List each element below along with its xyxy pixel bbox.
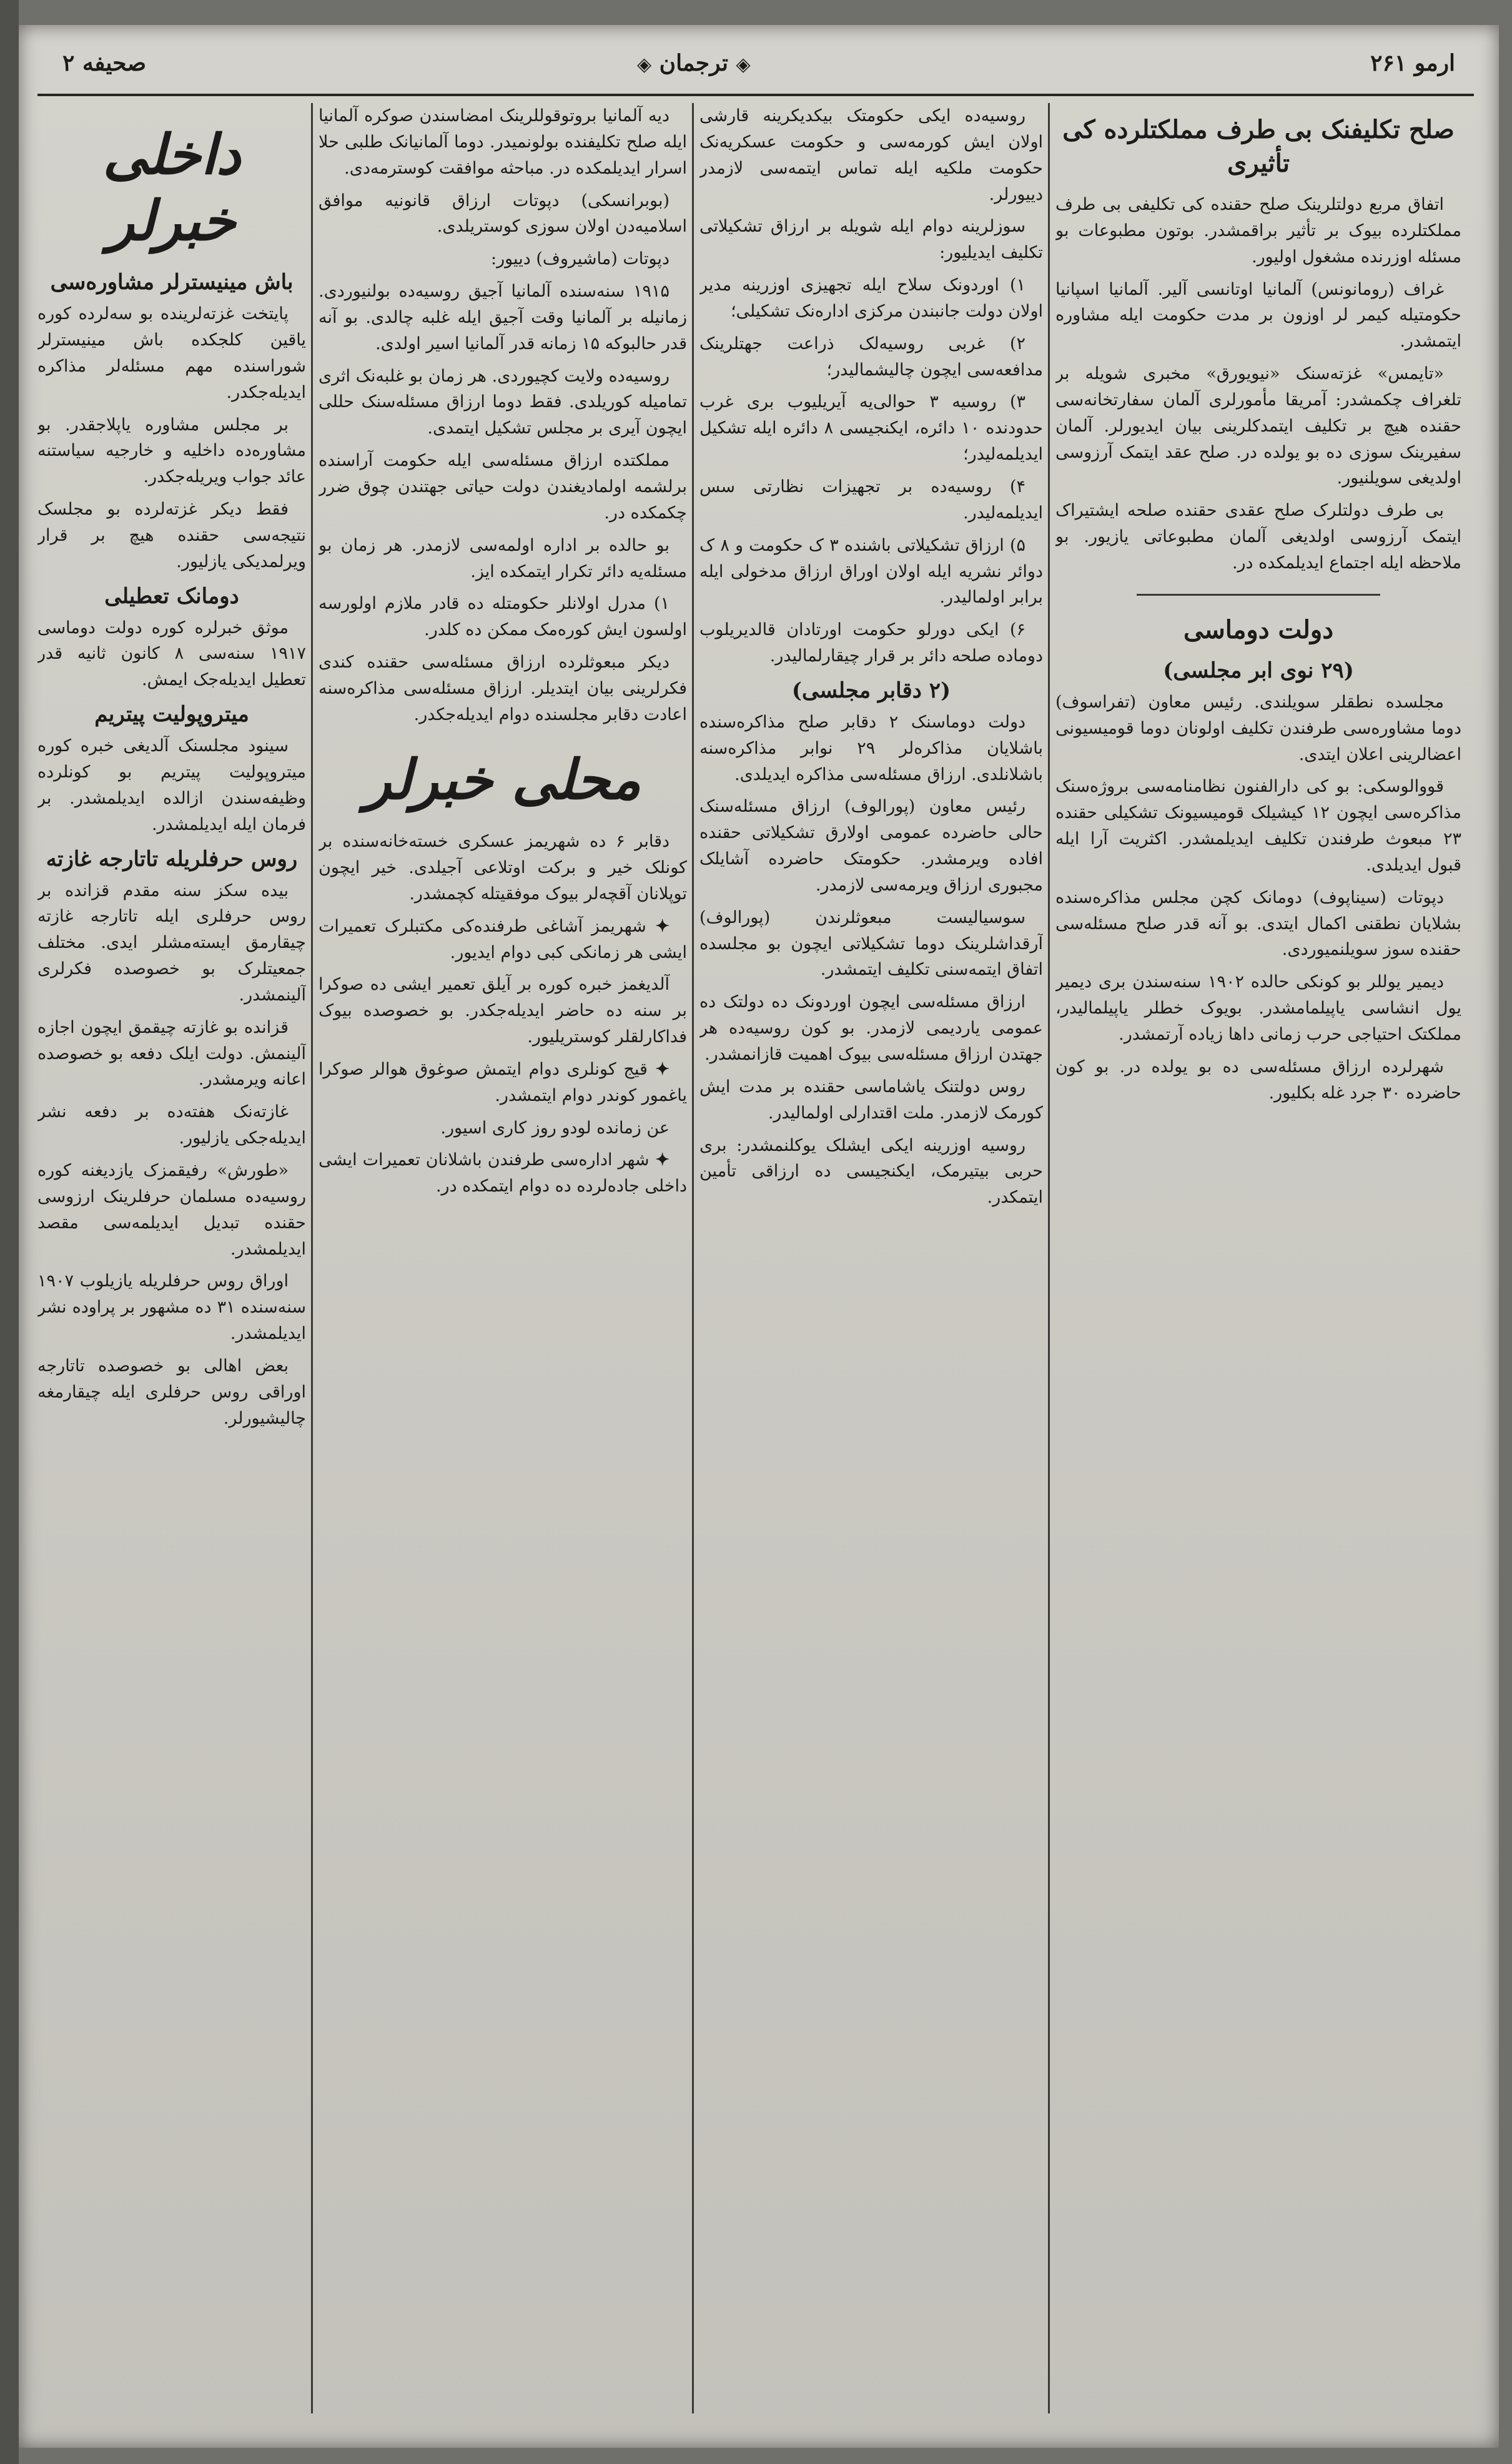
paragraph [319,914,687,966]
paper-name-text: ترجمان [659,50,728,76]
column-divider [311,103,313,2413]
paragraph: ارزاق مسئله‌سی ایچون اوردونک ده دولتک ده عمومی یاردیمی لازمدر. بو کون روسیه‌ده هر جهتدن ارزاق مسئله‌سی بیوک اهمیت قازانمشدر. [699,992,1043,1064]
paragraph: روس دولتنک یاشاماسی حقنده بر مدت ایش کورمک لازمدر. ملت اقتدارلی اولمالیدر. [699,1077,1043,1123]
column-divider [692,103,694,2413]
paragraph: بر مجلس مشاوره یاپلاجقدر. بو مشاوره‌ده داخلیه و خارجیه سیاستنه عائد جواب ویریله‌جکدر. [37,415,306,487]
paragraph: آلدیغمز خبره کوره بر آیلق تعمیر ایشی ده صوکرا بر سنه ده حاضر ایدیله‌جکدر. بو خصوصده بیوک فداکارلقلر کوستریلیور. [319,975,687,1047]
paragraph: دپوتات (سیناپوف) دومانک کچن مجلس مذاکره‌سنده بشلایان نطقنی اکمال ایتدی. بو آنه قدر صلح مسئله‌سی حقنده سوز سویلنمیوردی. [1055,887,1461,960]
column-1 [1055,103,1461,2413]
column-2 [699,103,1043,2413]
paragraph: دقابر ۶ ده شهریمز عسکری خسته‌خانه‌سنده بر کونلک خیر و برکت اوتلاعی آجیلدی. خیر ایچون توپلانان آقچه‌لر بیوک موفقیتله کچمشدر. [319,832,687,904]
column-4 [37,103,306,2413]
paragraph: ۲) غربی روسیه‌لک ذراعت جهتلرینک مدافعه‌سی ایچون چالیشمالیدر؛ [699,333,1043,380]
paragraph: غراف (رومانونس) آلمانیا اوتانسی آلیر. آلمانیا اسپانیا حکومتیله کیمر لر اوزون بر مدت حکومت ایله مشاوره ایتمشدر. [1055,279,1461,352]
paper-name [637,50,751,76]
paragraph: (بوبرانسکی) دپوتات ارزاق قانونیه موافق اسلامیه‌دن اولان سوزی کوستریلدی. [319,190,687,237]
paragraph: موثق خبرلره کوره دولت دوماسی ۱۹۱۷ سنه‌سی ۸ کانون ثانیه قدر تعطیل ایدیله‌جک ایمش. [37,618,306,690]
paragraph: سینود مجلسنک آلدیغی خبره کوره میتروپولیت پیتریم بو کونلرده وظیفه‌سندن ازالده ایدیلمشدر. بر فرمان ایله ایدیلمشدر. [37,736,306,834]
paragraph: اوراق روس حرفلریله یازیلوب ۱۹۰۷ سنه‌سنده ۳۱ ده مشهور بر پراوده نشر ایدیلمشدر. [37,1271,306,1344]
paragraph: دیمیر یوللر بو کونکی حالده ۱۹۰۲ سنه‌سندن بری دیمیر یول انشاسی یاپیلمامشدر. بویوک خطلر یاپیلمالیدر، مملکتک احتیاجی حرب زمانی داها زیاده آرتمشدر. [1055,972,1461,1044]
ornament-icon: ◈ [637,54,652,76]
paragraph: سوسیالیست مبعوثلرندن (پورالوف) آرقداشلرینک دوما تشکیلاتی ایچون بو مجلسده اتفاق ایتمه‌سنی تکلیف ایتمشدر. [699,907,1043,980]
bullet-icon: ✦ [646,916,670,936]
paragraph: دیه آلمانیا بروتوقوللرینک امضاسندن صوکره آلمانیا ایله صلح تکلیفنده بولونمیدر. دوما آلمانیانک طلبی حلا اسرار ایدیلمکده در. مباحثه موافقت کوسترمه‌دی. [319,106,687,178]
article-title: صلح تکلیفنک بی طرف مملکتلرده کی تأثیری [1062,115,1455,178]
paragraph: عن زمانده لودو روز کاری اسیور. [440,1118,670,1138]
paragraph: پایتخت غزته‌لرینده بو سه‌لرده کوره یاقین کلجکده باش مینیسترلر شوراسنده مهم مسئله‌لر مذاکره ایدیله‌جکدر. [37,304,306,402]
subheading: دومانک تعطیلی [104,583,239,609]
paragraph: «طورش» رفیقمزک یازدیغنه کوره روسیه‌ده مسلمان حرفلرینک ارزوسی حقنده تبدیل ایدیلمه‌سی مقصد ایدیلمشدر. [37,1160,306,1259]
section-heading-local-news: محلی خبرلر [365,746,641,812]
ornament-icon: ◈ [736,54,751,76]
paragraph: غازته‌نک هفته‌ده بر دفعه نشر ایدیله‌جکی یازلیور. [37,1102,306,1148]
paragraph: دولت دوماسنک ۲ دقابر صلح مذاکره‌سنده باشلایان مذاکره‌لر ۲۹ نوابر مذاکره‌سنه باشلانلدی. ارزاق مسئله‌سی مذاکره ایدیلدی. [699,712,1043,784]
paragraph: فقط دیکر غزته‌لرده بو مجلسک نتیجه‌سی حقنده هیچ بر قرار ویرلمدیکی یازلیور. [37,500,306,571]
bullet-icon: ✦ [647,1059,670,1079]
subheading: میتروپولیت پیتریم [94,702,249,727]
scan-edge [0,0,19,2464]
page-label: صحیفه ۲ [62,50,147,76]
paragraph [319,1147,687,1200]
paragraph: بیده سکز سنه مقدم قزانده بر روس حرفلری ایله تاتارجه غازته چیقارمق ایسته‌مشلر ایدی. مختلف جمعیتلرک بو خصوصده فکرلری آلینمشدر. [37,880,306,1005]
paragraph: دپوتات (ماشیروف) دییور: [490,249,670,269]
paragraph: ۵) ارزاق تشکیلاتی باشنده ۳ ک حکومت و ۸ ک دوائر نشریه ایله اولان اوراق ارزاق مدخولی ایله برابر اولمالیدر. [699,535,1043,608]
paragraph: بعض اهالی بو خصوصده تاتارجه اوراقی روس حرفلری ایله چیقارمغه چالیشیورلر. [37,1356,306,1428]
paragraph: قووالوسکی: بو کی دارالفنون نظامنامه‌سی بروژه‌سنک مذاکره‌سی ایچون ۱۲ کیشیلک قومیسیونک تشکیلی حقنده ۲۳ مبعوث طرفندن تکلیف ایدیلمشدر. اکثریت آرا ایله قبول ایدیلدی. [1055,777,1461,875]
paragraph: ۶) ایکی دورلو حکومت اورتادان قالدیریلوب دوماده صلحه دائر بر قرار چیقارلمالیدر. [699,620,1043,666]
paragraph: بو حالده بر اداره اولمه‌سی لازمدر. هر زمان بو مسئله‌یه دائر تکرار ایتمکده ایز. [319,535,687,581]
paragraph: «تایمس» غزته‌سنک «نیویورق» مخبری شویله بر تلغراف چکمشدر: آمریقا مأمورلری آلمان سفارتخانه‌سی حقنده هیچ بر تکلیف ایتمدکلرینی بیان ایدیورلر. آلمان سفیرینک سوزی ده بو یولده در. صلح عقد ایتمک آرزوسی اولدیغی سویلنیور. [1055,364,1461,488]
paragraph: ۱۹۱۵ سنه‌سنده آلمانیا آجیق روسیه‌ده بولنیوردی. زمانیله بر آلمانیا وقت آجیق ایله غلبه چالدی. بو آنه قدر حالبوکه ۱۵ زمانه قدر آلمانیا اسیر اولدی. [319,282,687,353]
paragraph-text: قیج کونلری دوام ایتمش صوغوق هوالر صوکرا یاغمور کوندر دوام ایتمشدر. [319,1059,687,1105]
divider [1137,594,1380,596]
session-date: (۲ دقابر مجلسی) [791,678,951,703]
paragraph: ۱) مدرل اولانلر حکومتله ده قادر ملازم اولورسه اولسون ایش کوره‌مک ممکن ده کلدر. [319,594,687,640]
paragraph: روسیه‌ده ولایت کچیوردی. هر زمان بو غلبه‌نک اثری تمامیله کوریلدی. فقط دوما ارزاق مسئله‌سنک حللی ایچون آیری بر مجلس تشکیل ایتمدی. [319,366,687,438]
subheading: باش مینیسترلر مشاوره‌سی [50,270,294,295]
column-3 [319,103,687,2413]
header-rule [37,94,1474,96]
section-heading-domestic-news: داخلی خبرلر [102,122,241,253]
paragraph: شهرلرده ارزاق مسئله‌سی ده بو یولده در. بو کون حاضرده ۳۰ جرد غله بکلیور. [1055,1057,1461,1103]
paragraph: ۳) روسیه ۳ حوالی‌یه آیریلیوب بری غرب حدودنده ۱۰ دائره، ایکنجیسی ۸ دائره ایله تشکیل ایدیلمه‌لیدر؛ [699,392,1043,465]
section-title: دولت دوماسی [1183,614,1334,644]
issue-number: ارمو ۲۶۱ [1370,50,1455,76]
paragraph: مملکتده ارزاق مسئله‌سی ایله حکومت آراسنده برلشمه اولمادیغندن دولت حیاتی جهتندن چوق ضرر چکمکده در. [319,451,687,523]
paragraph: ۱) اوردونک سلاح ایله تجهیزی اوزرینه مدیر اولان دولت جانبندن مرکزی اداره‌نک تشکیلی؛ [699,275,1043,321]
paragraph: روسیه‌ده ایکی حکومتک بیکدیکرینه قارشی اولان ایش کورمه‌سی و حکومت عسکریه‌نک حکومت ملکیه ایله تماس ایتمه‌سی لازمدر دییورلر. [699,106,1043,204]
paragraph: اتفاق مربع دولتلرینک صلح حقنده کی تکلیفی بی طرف مملکتلرده بیوک بر تأثیر براقمشدر. بوتون مطبوعات بو مسئله اوزرنده مشغول اولیور. [1055,195,1461,267]
paragraph: قزانده بو غازته چیقمق ایچون اجازه آلینمش. دولت ایلک دفعه بو خصوصده اعانه ویرمشدر. [37,1017,306,1090]
paragraph: مجلسده نطقلر سویلندی. رئیس معاون (تفراسوف) دوما مشاوره‌سی طرفندن تکلیف اولونان دوما قومیسیونی اعضالرینی اعلان ایتدی. [1055,692,1461,764]
paragraph: رئیس معاون (پورالوف) ارزاق مسئله‌سنک حالی حاضرده عمومی اولارق تشکیلاتی حقنده افاده ویرمشدر. حکومتک حاضرده آشایلک مجبوری ارزاق ویرمه‌سی لازمدر. [699,797,1043,895]
paragraph: ۴) روسیه‌ده بر تجهیزات نظارتی سس ایدیلمه‌لیدر. [699,476,1043,523]
paragraph-text: شهر اداره‌سی طرفندن باشلانان تعمیرات ایشی داخلی جاده‌لرده ده دوام ایتمکده در. [319,1150,687,1196]
column-divider [1048,103,1050,2413]
paragraph: روسیه اوزرینه ایکی ایشلک یوکلنمشدر: بری حربی بیتیرمک، ایکنجیسی ده ارزاقی تأمین ایتمکدر. [699,1135,1043,1208]
session-date: (۲۹ نوی ابر مجلسی) [1163,658,1354,683]
paragraph [319,1057,687,1109]
paragraph: بی طرف دولتلرک صلح عقدی حقنده صلحه ایشتیراک ایتمک آرزوسی اولدیغی آلمان مطبوعاتی یازیور. بو ملاحظه ایله اجتماع ایدیلمکده در. [1055,501,1461,573]
paragraph: دیکر مبعوثلرده ارزاق مسئله‌سی حقنده کندی فکرلرینی بیان ایتدیلر. ارزاق مسئله‌سی مذاکره‌سنه اعادت دقابر مجلسنده دوام ایدیله‌جکدر. [319,653,687,724]
paragraph-text: شهریمز آشاغی طرفنده‌کی مکتبلرک تعمیرات ایشی هر زمانکی کبی دوام ایدیور. [319,916,687,962]
subheading: روس حرفلریله تاتارجه غازته [46,846,298,872]
bullet-icon: ✦ [649,1150,670,1170]
paragraph: سوزلرینه دوام ایله شویله بر ارزاق تشکیلاتی تکلیف ایدیلیور: [699,217,1043,263]
